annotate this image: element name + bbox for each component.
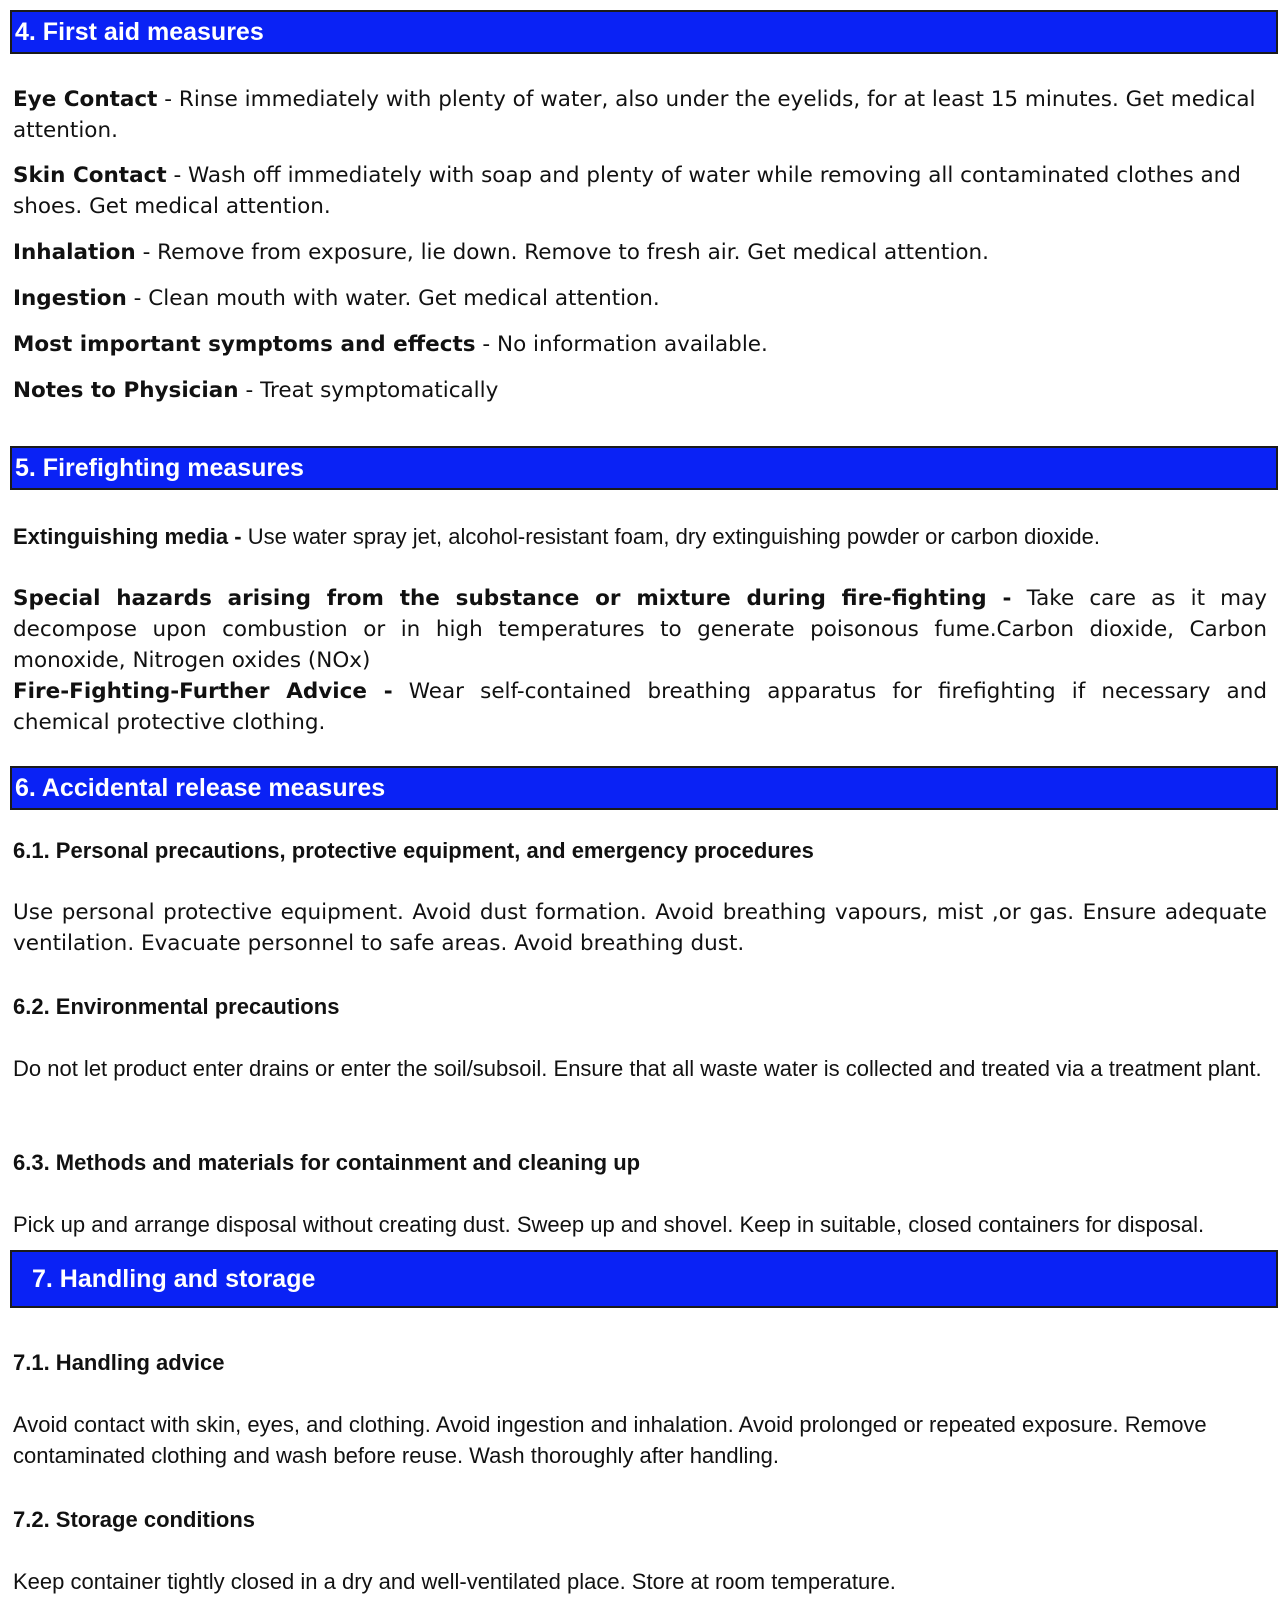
item-label: Extinguishing media - <box>13 524 242 549</box>
first-aid-ingestion <box>13 283 1267 314</box>
section-6-header: 6. Accidental release measures <box>10 766 1278 810</box>
item-text: Take care as it may decompose upon combustion or in high temperatures to generate poisonous fume.Carbon dioxide, Carbon monoxide, Nitrogen oxides (NOx) <box>13 586 1267 673</box>
first-aid-notes-to-physician <box>13 375 1267 406</box>
item-label: Inhalation <box>13 240 136 265</box>
item-text: No information available. <box>496 332 768 357</box>
item-text: Remove from exposure, lie down. Remove to fresh air. Get medical attention. <box>157 240 989 265</box>
item-text: Wear self-contained breathing apparatus for firefighting if necessary and chemical protective clothing. <box>13 679 1267 735</box>
subsection-6-1-heading: 6.1. Personal precautions, protective equipment, and emergency procedures <box>13 838 814 863</box>
item-label: Ingestion <box>13 286 127 311</box>
item-label: Special hazards arising from the substance or mixture during fire-fighting - <box>13 586 1012 611</box>
subsection-6-1-text: Use personal protective equipment. Avoid dust formation. Avoid breathing vapours, mist ,or gas. Ensure adequate ventilation. Evacuate personnel to safe areas. Avoid breathing dust. <box>13 900 1267 956</box>
subsection-6-3-text: Pick up and arrange disposal without creating dust. Sweep up and shovel. Keep in suitable, closed containers for disposal. <box>13 1212 1205 1237</box>
item-text: Wash off immediately with soap and plenty of water while removing all contaminated clothes and shoes. Get medical attention. <box>13 163 1241 219</box>
item-label: Skin Contact <box>13 163 167 188</box>
section-4-header: 4. First aid measures <box>10 10 1278 54</box>
firefighting-special-hazards <box>13 583 1267 676</box>
firefighting-further-advice <box>13 676 1267 738</box>
first-aid-symptoms <box>13 329 1267 360</box>
section-5-header: 5. Firefighting measures <box>10 446 1278 490</box>
section-7-header: 7. Handling and storage <box>10 1250 1278 1308</box>
item-label: Eye Contact <box>13 87 158 112</box>
subsection-6-2-heading: 6.2. Environmental precautions <box>13 994 340 1019</box>
subsection-7-2-heading: 7.2. Storage conditions <box>13 1507 256 1532</box>
first-aid-inhalation <box>13 237 1267 268</box>
subsection-6-3-heading: 6.3. Methods and materials for containment and cleaning up <box>13 1150 641 1175</box>
item-label: Notes to Physician <box>13 378 239 403</box>
first-aid-skin-contact <box>13 160 1267 222</box>
firefighting-extinguishing-media <box>13 521 1267 552</box>
item-separator <box>1011 586 1026 611</box>
item-separator: - <box>135 240 158 265</box>
item-separator <box>393 679 409 704</box>
item-separator: - <box>166 163 189 188</box>
subsection-7-1-text: Avoid contact with skin, eyes, and clothing. Avoid ingestion and inhalation. Avoid prolonged or repeated exposure. Remove contaminated clothing and wash before reuse. Wash thoroughly after handling. <box>13 1412 1207 1468</box>
item-text: Use water spray jet, alcohol-resistant foam, dry extinguishing powder or carbon dioxide. <box>247 524 1101 549</box>
item-text: Treat symptomatically <box>260 378 499 403</box>
subsection-7-2-text: Keep container tightly closed in a dry and well-ventilated place. Store at room temperature. <box>13 1569 896 1594</box>
item-separator: - <box>126 286 149 311</box>
item-text: Clean mouth with water. Get medical attention. <box>148 286 660 311</box>
item-separator: - <box>475 332 497 357</box>
item-separator: - <box>238 378 261 403</box>
item-label: Most important symptoms and effects <box>13 332 476 357</box>
item-separator: - <box>157 87 179 112</box>
subsection-6-2-text: Do not let product enter drains or enter the soil/subsoil. Ensure that all waste water is collected and treated via a treatment plant. <box>13 1056 1262 1081</box>
item-text: Rinse immediately with plenty of water, also under the eyelids, for at least 15 minutes. Get medical attention. <box>13 87 1256 143</box>
first-aid-eye-contact <box>13 84 1267 146</box>
item-label: Fire-Fighting-Further Advice - <box>13 679 393 704</box>
subsection-7-1-heading: 7.1. Handling advice <box>13 1350 225 1375</box>
